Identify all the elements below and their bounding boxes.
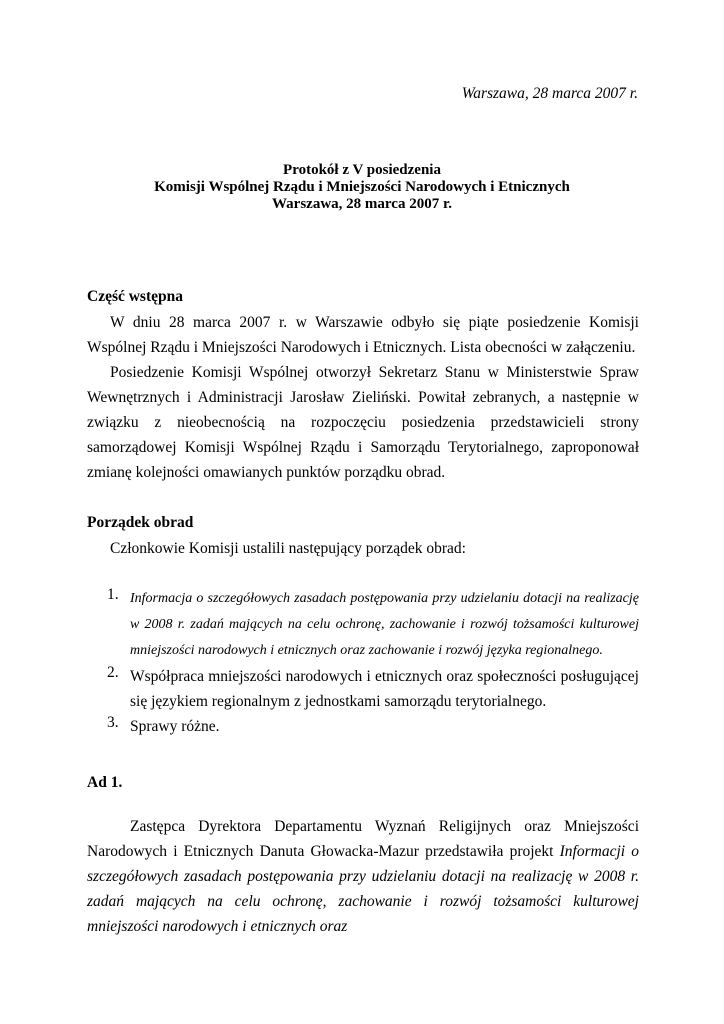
list-item: [87, 714, 639, 739]
ad1-section: [87, 814, 639, 939]
agenda-heading: Porządek obrad: [87, 514, 194, 531]
agenda-intro-block: [87, 536, 639, 561]
document-date: Warszawa, 28 marca 2007 r.: [461, 85, 638, 102]
ad1-paragraph-italic: Informacji o szczegółowych zasadach postępowania przy udzielaniu dotacji na realizację w 2008 r. zadań mających na celu ochronę, zachowanie i rozwój tożsamości kulturowej mniejszości narodowych i etnicznych oraz: [87, 843, 639, 935]
title-line-1: Protokół z V posiedzenia: [283, 162, 441, 178]
title-line-2: Komisji Wspólnej Rządu i Mniejszości Narodowych i Etnicznych: [154, 179, 570, 195]
list-item-text: Informacja o szczegółowych zasadach postępowania przy udzielaniu dotacji na realizację w 2008 r. zadań mających na celu ochronę, zachowanie i rozwój tożsamości kulturowej mniejszości narodowych i etnicznych oraz zachowanie i rozwój języka regionalnego.: [130, 591, 639, 658]
list-item-number: 1.: [107, 586, 119, 603]
intro-paragraph-1: W dniu 28 marca 2007 r. w Warszawie odbyło się piąte posiedzenie Komisji Wspólnej Rządu i Mniejszości Narodowych i Etnicznych. Lista obecności w załączeniu.: [87, 314, 639, 356]
list-item: [87, 586, 639, 664]
document-title: [0, 162, 724, 213]
list-item-text: Sprawy różne.: [130, 718, 220, 735]
agenda-list: [87, 586, 639, 739]
list-item-number: 2.: [107, 664, 119, 681]
list-item: [87, 664, 639, 714]
agenda-intro: Członkowie Komisji ustalili następujący porządek obrad:: [110, 540, 466, 557]
ad1-heading: Ad 1.: [87, 774, 123, 791]
intro-heading: Część wstępna: [87, 288, 183, 305]
title-line-3: Warszawa, 28 marca 2007 r.: [272, 196, 452, 212]
intro-section: [87, 310, 639, 485]
ad1-paragraph: [87, 814, 639, 939]
intro-paragraph-2: Posiedzenie Komisji Wspólnej otworzył Sekretarz Stanu w Ministerstwie Spraw Wewnętrznych i Administracji Jarosław Zieliński. Powitał zebranych, a następnie w związku z nieobecnością na rozpoczęciu posiedzenia przedstawicieli strony samorządowej Komisji Wspólnej Rządu i Samorządu Terytorialnego, zaproponował zmianę kolejności omawianych punktów porządku obrad.: [87, 364, 639, 481]
list-item-text: Współpraca mniejszości narodowych i etnicznych oraz społeczności posługującej się językiem regionalnym z jednostkami samorządu terytorialnego.: [130, 668, 639, 710]
ad1-paragraph-start: Zastępca Dyrektora Departamentu Wyznań Religijnych oraz Mniejszości Narodowych i Etnicznych Danuta Głowacka-Mazur przedstawiła projekt: [87, 818, 639, 860]
list-item-number: 3.: [107, 714, 119, 731]
